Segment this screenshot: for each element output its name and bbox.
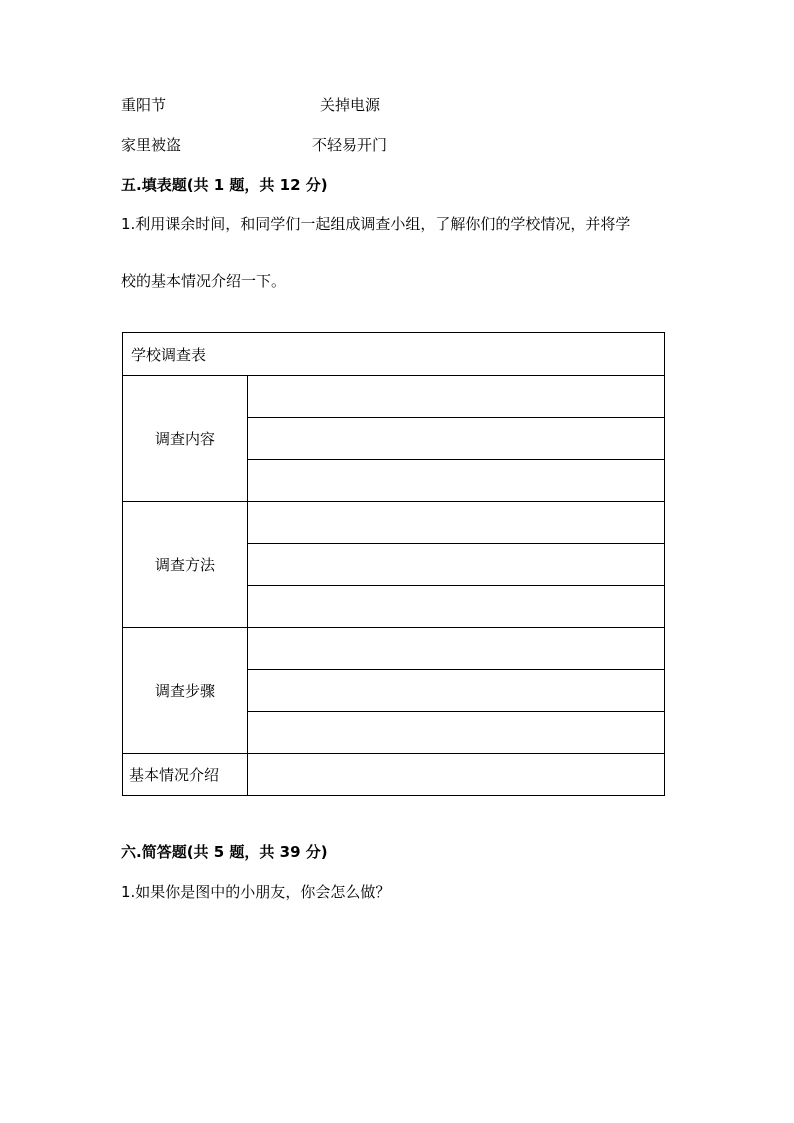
method-fill-2[interactable] bbox=[248, 544, 665, 586]
section6-heading: 六.简答题(共 5 题，共 39 分) bbox=[121, 843, 328, 861]
steps-fill-1[interactable] bbox=[248, 628, 665, 670]
content-fill-3[interactable] bbox=[248, 460, 665, 502]
content-fill-2[interactable] bbox=[248, 418, 665, 460]
steps-fill-3[interactable] bbox=[248, 712, 665, 754]
section5-question-line1: 1.利用课余时间，和同学们一起组成调查小组，了解你们的学校情况，并将学 bbox=[121, 215, 631, 233]
row-label-summary: 基本情况介绍 bbox=[123, 754, 248, 796]
content-fill-1[interactable] bbox=[248, 376, 665, 418]
matching-right-2: 不轻易开门 bbox=[312, 136, 388, 154]
survey-table-title: 学校调查表 bbox=[123, 333, 665, 376]
matching-right-1: 关掉电源 bbox=[320, 96, 381, 114]
row-label-method: 调查方法 bbox=[123, 502, 248, 628]
matching-left-1: 重阳节 bbox=[121, 96, 167, 114]
row-label-content: 调查内容 bbox=[123, 376, 248, 502]
method-fill-1[interactable] bbox=[248, 502, 665, 544]
method-fill-3[interactable] bbox=[248, 586, 665, 628]
section5-question-line2: 校的基本情况介绍一下。 bbox=[121, 272, 287, 290]
summary-fill[interactable] bbox=[248, 754, 665, 796]
survey-table bbox=[122, 332, 665, 796]
row-label-steps: 调查步骤 bbox=[123, 628, 248, 754]
section6-question1: 1.如果你是图中的小朋友，你会怎么做？ bbox=[121, 883, 391, 901]
section5-heading: 五.填表题(共 1 题，共 12 分) bbox=[121, 176, 328, 194]
steps-fill-2[interactable] bbox=[248, 670, 665, 712]
matching-left-2: 家里被盗 bbox=[121, 136, 182, 154]
